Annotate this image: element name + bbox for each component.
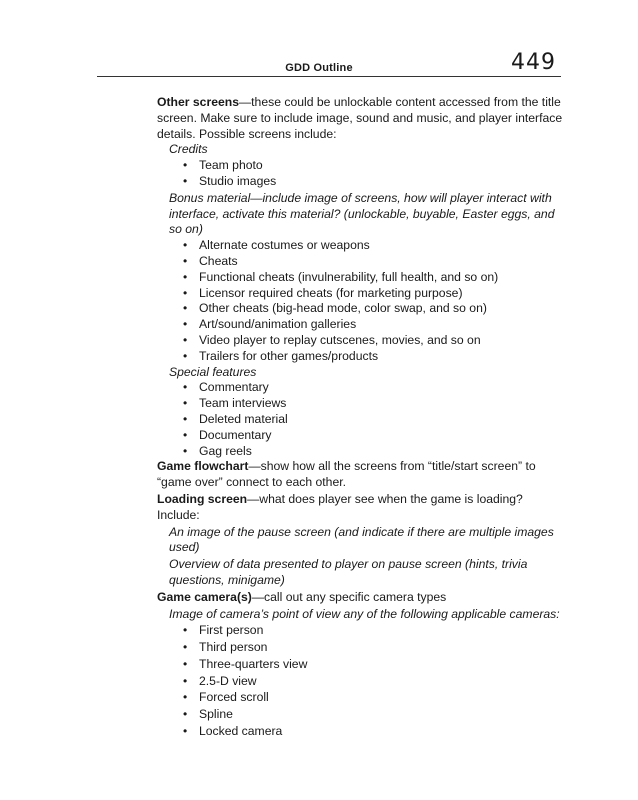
game-flowchart-text: —show how all the screens from “title/start screen” to “game over” connect to each other. (157, 459, 536, 490)
list-item: • Gag reels (183, 444, 565, 460)
other-screens-text: —these could be unlockable content accessed from the title screen. Make sure to include image, sound and music, and player interface details. Possible screens include: (157, 95, 563, 141)
list-item: • Spline (183, 706, 565, 723)
list-item: • Forced scroll (183, 689, 565, 706)
list-item: • Deleted material (183, 412, 565, 428)
game-flowchart-heading: Game flowchart (157, 459, 249, 474)
list-item: • 2.5-D view (183, 673, 565, 690)
page-body (157, 95, 565, 740)
list-item: • First person (183, 622, 565, 639)
list-item: • Team photo (183, 158, 565, 174)
list-item: • Locked camera (183, 723, 565, 740)
list-item: • Studio images (183, 174, 565, 190)
list-item: • Three-quarters view (183, 656, 565, 673)
loading-screen-paragraph (157, 492, 565, 524)
bonus-material-label: Bonus material—include image of screens, how will player interact with interface, activate this material? (unlockable, buyable, Easter eggs, and so on) (169, 190, 555, 237)
credits-list (157, 158, 565, 190)
list-item: • Trailers for other games/products (183, 349, 565, 365)
list-item: • Art/sound/animation galleries (183, 317, 565, 333)
header-divider (97, 76, 561, 77)
list-item: • Other cheats (big-head mode, color swap, and so on) (183, 301, 565, 317)
other-screens-heading: Other screens (157, 95, 239, 109)
credits-label: Credits (169, 142, 208, 157)
list-item: • Third person (183, 639, 565, 656)
list-item: • Licensor required cheats (for marketing purpose) (183, 286, 565, 302)
game-flowchart-paragraph (157, 459, 565, 491)
special-features-label: Special features (169, 364, 257, 379)
game-camera-paragraph (157, 590, 565, 606)
list-item: • Alternate costumes or weapons (183, 238, 565, 254)
other-screens-paragraph (157, 95, 565, 142)
list-item: • Team interviews (183, 396, 565, 412)
page-number: 449 (511, 50, 556, 75)
running-head-title: GDD Outline (285, 62, 353, 74)
list-item: • Functional cheats (invulnerability, full health, and so on) (183, 270, 565, 286)
loading-screen-heading: Loading screen (157, 491, 248, 506)
list-item: • Documentary (183, 428, 565, 444)
list-item: • Cheats (183, 254, 565, 270)
game-camera-heading: Game camera(s) (157, 589, 252, 604)
loading-screen-line-2: Overview of data presented to player on pause screen (hints, trivia questions, minigame) (169, 557, 528, 587)
camera-types-list (157, 622, 565, 740)
game-camera-label: Image of camera’s point of view any of the following applicable cameras: (169, 606, 560, 621)
bonus-material-list (157, 238, 565, 364)
list-item: • Commentary (183, 380, 565, 396)
special-features-list (157, 380, 565, 459)
loading-screen-line-1: An image of the pause screen (and indicate if there are multiple images used) (169, 524, 554, 555)
list-item: • Video player to replay cutscenes, movies, and so on (183, 333, 565, 349)
game-camera-text: —call out any specific camera types (251, 589, 447, 604)
loading-screen-text: —what does player see when the game is loading? Include: (157, 491, 523, 522)
